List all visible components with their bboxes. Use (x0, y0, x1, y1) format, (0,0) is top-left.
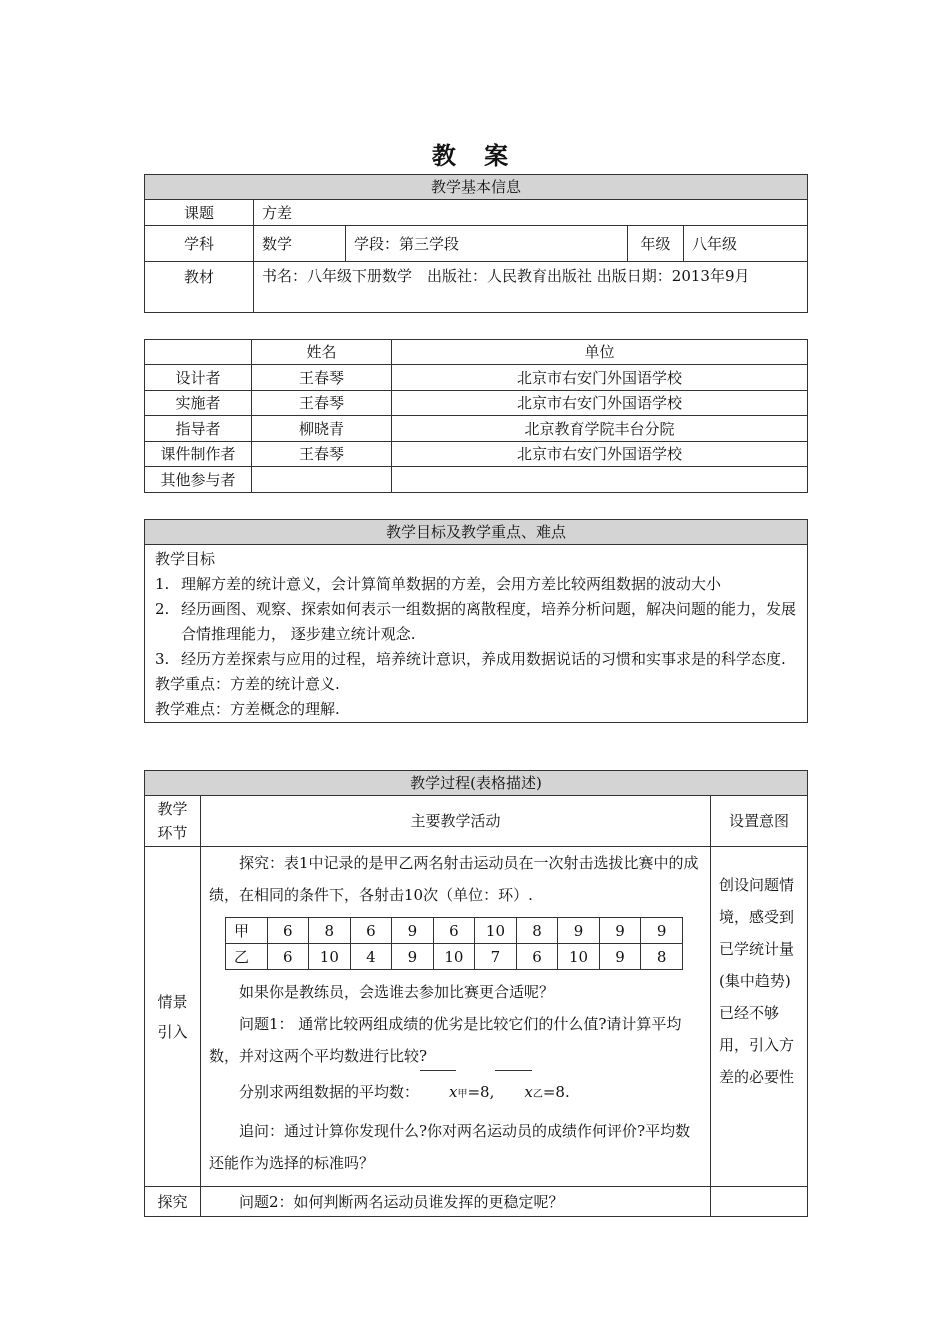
mean-symbol-jia: x (419, 1072, 457, 1112)
col-unit-header: 单位 (392, 340, 808, 365)
material-value: 书名：八年级下册数学 出版社：人民教育出版社 出版日期：2013年9月 (254, 262, 808, 313)
key-point: 教学重点：方差的统计意义. (155, 675, 340, 693)
goal-item-number: 1. (155, 575, 170, 593)
mean-sub-yi: 乙 (532, 1089, 543, 1100)
score-cell: 10 (309, 944, 351, 970)
score-cell: 10 (558, 944, 600, 970)
table-row (145, 365, 808, 391)
score-cell: 9 (599, 918, 641, 944)
table-row (145, 391, 808, 416)
name-cell: 柳晓青 (252, 416, 392, 442)
col-activity-header: 主要教学活动 (201, 796, 711, 847)
score-cell: 9 (392, 944, 434, 970)
grade-value: 八年级 (684, 226, 808, 262)
mean-symbol-yi: x (494, 1072, 532, 1112)
score-label: 甲 (226, 918, 268, 944)
role-cell: 课件制作者 (145, 442, 252, 467)
goals-content (145, 545, 808, 723)
goal-item-text: 经历方差探索与应用的过程，培养统计意识，养成用数据说话的习惯和实事求是的科学态度. (181, 650, 786, 668)
unit-cell: 北京市右安门外国语学校 (392, 391, 808, 416)
people-table (144, 339, 808, 493)
table-row (145, 467, 808, 493)
intent-intro (711, 847, 808, 1187)
basic-info-table (144, 174, 808, 313)
goal-item-text: 经历画图、观察、探索如何表示一组数据的离散程度，培养分析问题，解决问题的能力，发展合情推理能力， 逐步建立统计观念. (181, 600, 797, 643)
score-cell: 4 (350, 944, 392, 970)
role-cell: 其他参与者 (145, 467, 252, 493)
basic-info-header: 教学基本信息 (145, 175, 808, 200)
activity-intro (201, 847, 711, 1187)
material-label: 教材 (145, 262, 254, 313)
score-cell: 8 (309, 918, 351, 944)
stage-value: 学段：第三学段 (346, 226, 628, 262)
role-cell: 实施者 (145, 391, 252, 416)
mean-eq-yi: =8. (542, 1083, 570, 1101)
col-name-header: 姓名 (252, 340, 392, 365)
score-cell: 9 (392, 918, 434, 944)
col-stage-header: 教学环节 (145, 796, 201, 847)
stage-intro: 情景引入 (145, 847, 201, 1187)
intent-explore (711, 1187, 808, 1217)
score-cell: 7 (475, 944, 517, 970)
role-cell: 指导者 (145, 416, 252, 442)
subject-value: 数学 (254, 226, 346, 262)
intent-text: 创设问题情境，感受到已学统计量(集中趋势)已经不够用，引入方差的必要性 (719, 876, 795, 1086)
goals-header: 教学目标及教学重点、难点 (145, 520, 808, 545)
score-cell: 10 (475, 918, 517, 944)
score-cell: 6 (267, 944, 309, 970)
question-2: 问题2：如何判断两名运动员谁发挥的更稳定呢？ (201, 1187, 711, 1217)
scores-table (225, 917, 683, 970)
stage-explore: 探究 (145, 1187, 201, 1217)
score-cell: 6 (433, 918, 475, 944)
subject-label: 学科 (145, 226, 254, 262)
followup-question: 追问：通过计算你发现什么?你对两名运动员的成绩作何评价?平均数还能作为选择的标准吗？ (209, 1122, 691, 1172)
unit-cell: 北京市右安门外国语学校 (392, 442, 808, 467)
col-intent-header: 设置意图 (711, 796, 808, 847)
explore-text: 探究：表1中记录的是甲乙两名射击运动员在一次射击选拔比赛中的成绩，在相同的条件下，各射击10次（单位：环）. (209, 854, 699, 904)
unit-cell: 北京市右安门外国语学校 (392, 365, 808, 391)
unit-cell: 北京教育学院丰台分院 (392, 416, 808, 442)
name-cell: 王春琴 (252, 365, 392, 391)
people-corner-cell (145, 340, 252, 365)
role-cell: 设计者 (145, 365, 252, 391)
mean-sub-jia: 甲 (457, 1089, 468, 1100)
process-table (144, 770, 808, 1217)
table-row (145, 416, 808, 442)
table-row (226, 918, 683, 944)
unit-cell (392, 467, 808, 493)
goal-item-number: 2. (155, 600, 170, 618)
score-cell: 6 (267, 918, 309, 944)
question-1: 问题1： 通常比较两组成绩的优劣是比较它们的什么值?请计算平均数，并对这两个平均数进行比较? (209, 1015, 682, 1065)
goals-label: 教学目标 (155, 550, 216, 568)
score-cell: 9 (641, 918, 683, 944)
coach-question: 如果你是教练员，会选谁去参加比赛更合适呢？ (239, 983, 555, 1001)
goal-item (153, 572, 799, 597)
score-label: 乙 (226, 944, 268, 970)
goal-item-number: 3. (155, 650, 170, 668)
grade-label: 年级 (628, 226, 684, 262)
score-cell: 6 (350, 918, 392, 944)
score-cell: 10 (433, 944, 475, 970)
difficulty: 教学难点：方差概念的理解. (155, 700, 340, 718)
goals-table (144, 519, 808, 723)
name-cell: 王春琴 (252, 391, 392, 416)
table-row (226, 944, 683, 970)
mean-line (209, 1072, 704, 1115)
mean-prefix: 分别求两组数据的平均数： (239, 1083, 420, 1101)
page-title: 教 案 (431, 142, 519, 170)
name-cell: 王春琴 (252, 442, 392, 467)
goal-item (153, 647, 799, 672)
score-cell: 8 (641, 944, 683, 970)
goal-item-text: 理解方差的统计意义，会计算简单数据的方差，会用方差比较两组数据的波动大小 (181, 575, 722, 593)
topic-label: 课题 (145, 200, 254, 226)
goal-item (153, 597, 799, 647)
score-cell: 9 (599, 944, 641, 970)
mean-eq-jia: =8, (467, 1083, 495, 1101)
score-cell: 9 (558, 918, 600, 944)
score-cell: 8 (516, 918, 558, 944)
score-cell: 6 (516, 944, 558, 970)
name-cell (252, 467, 392, 493)
topic-value: 方差 (254, 200, 808, 226)
table-row (145, 442, 808, 467)
process-header: 教学过程(表格描述) (145, 771, 808, 796)
